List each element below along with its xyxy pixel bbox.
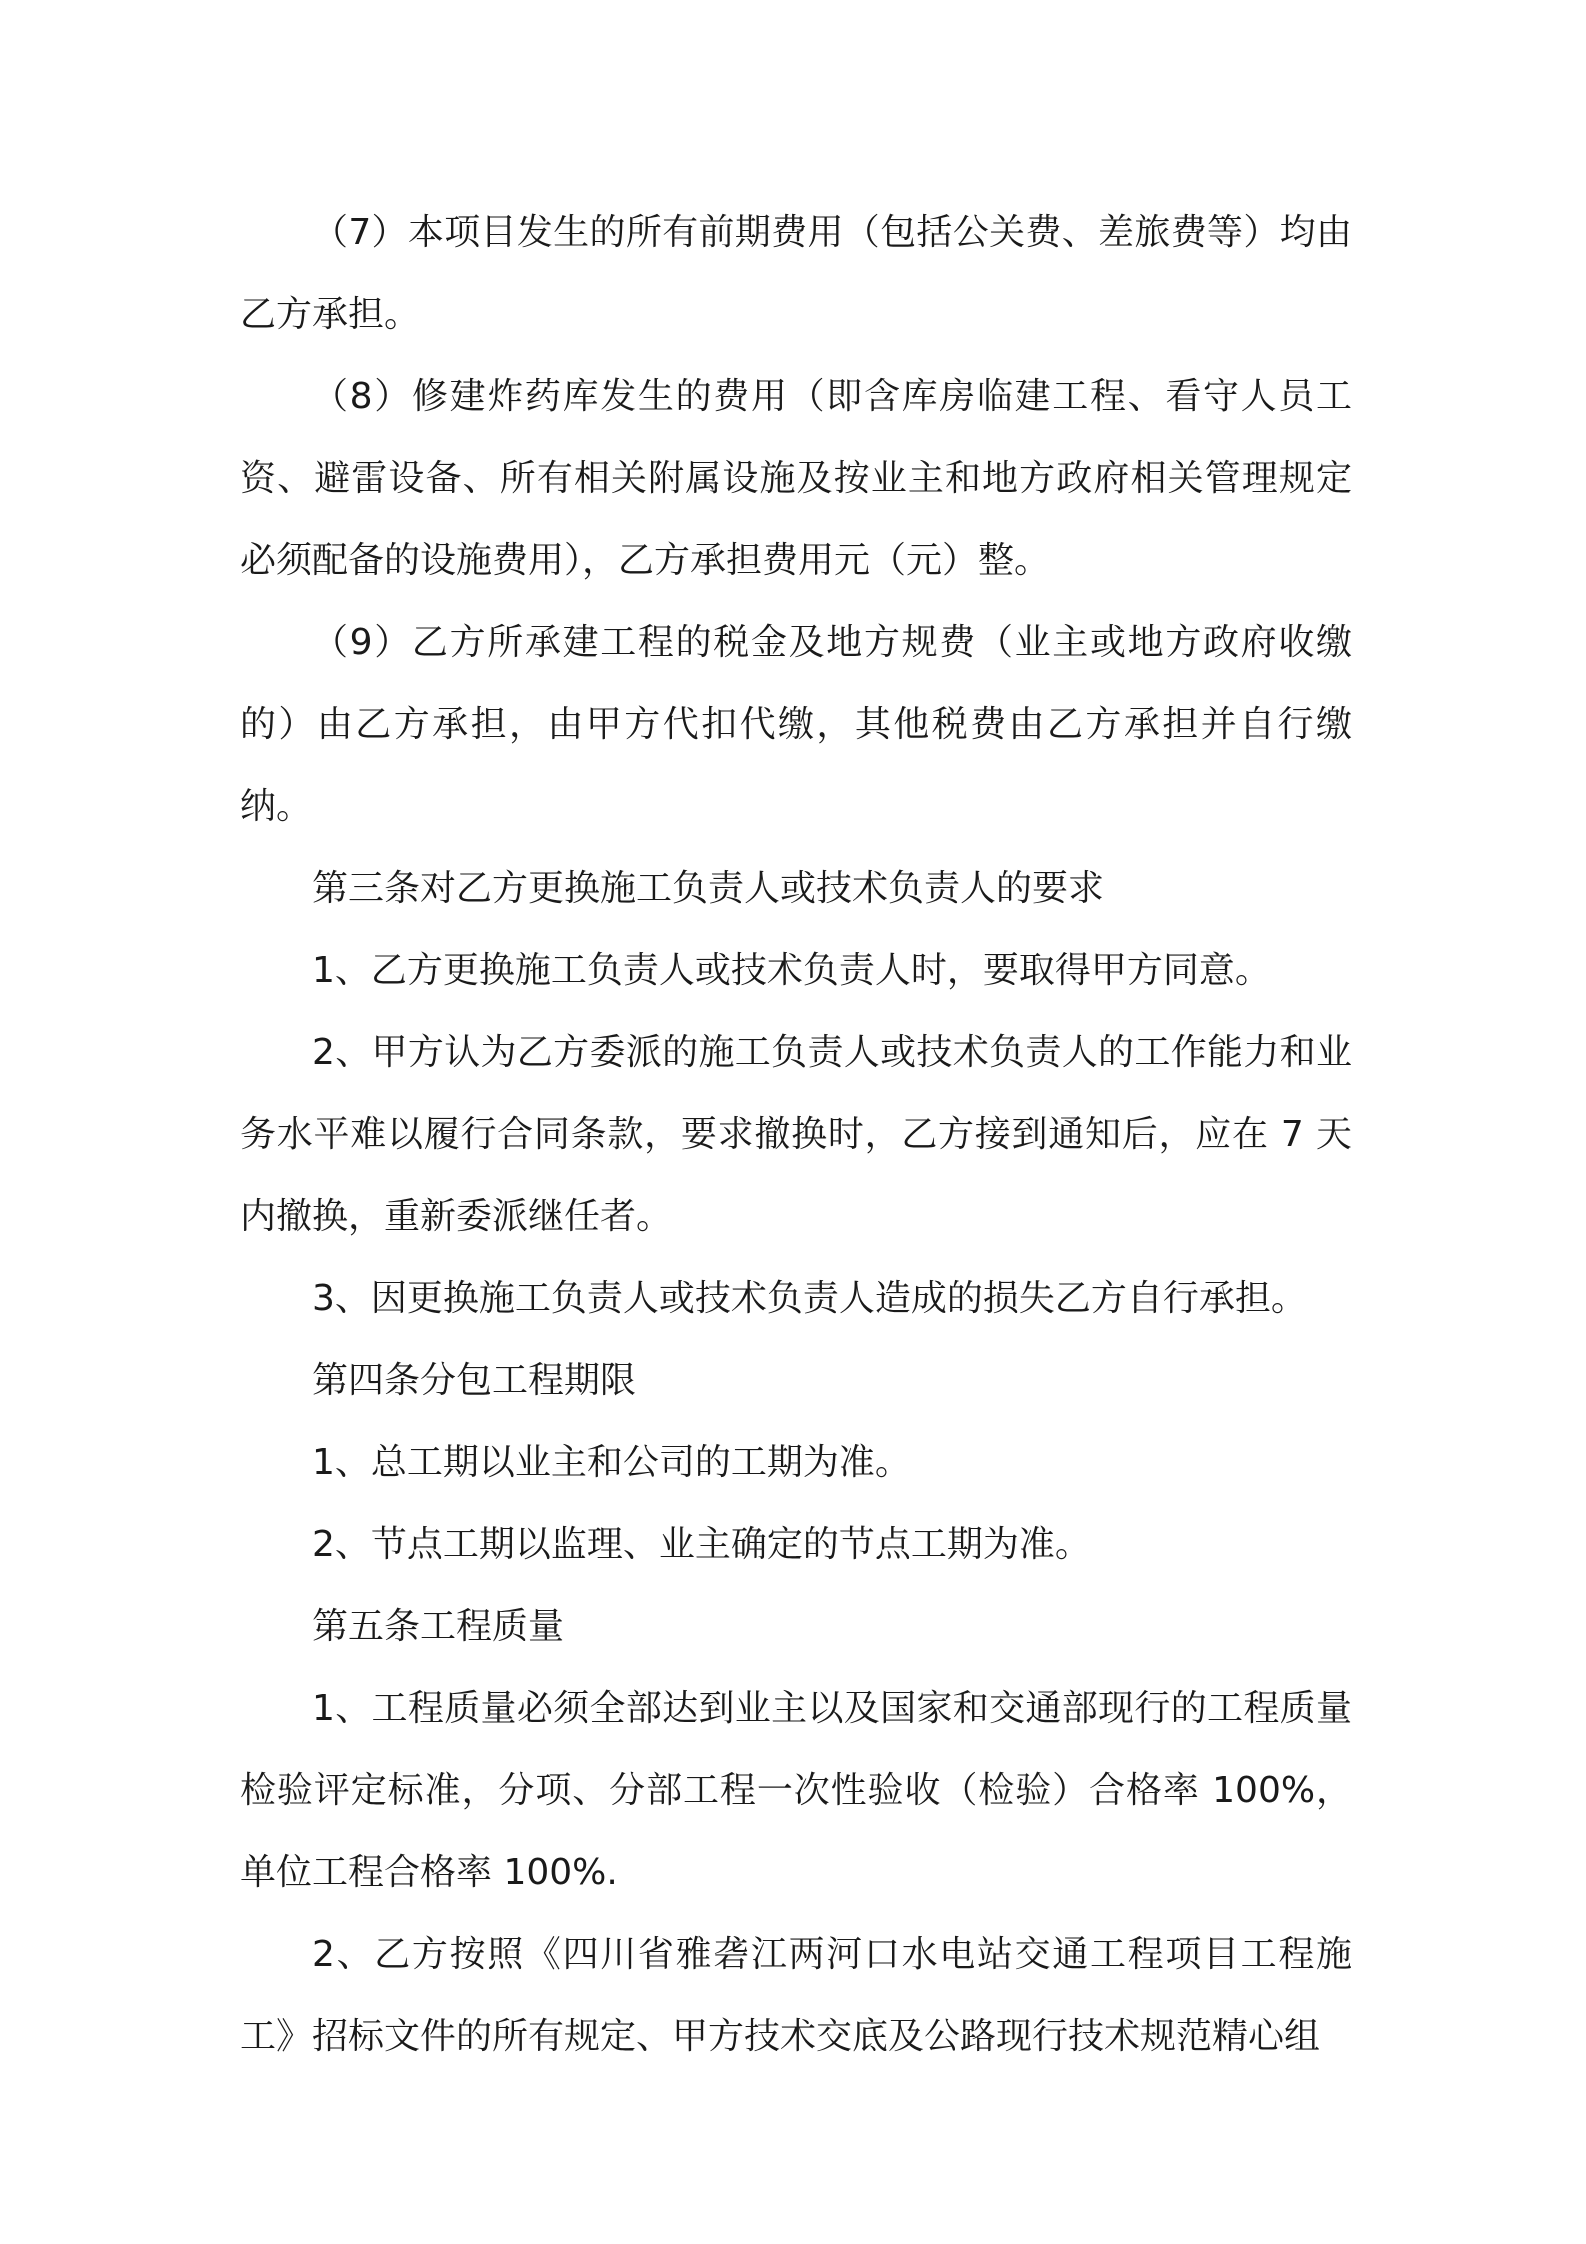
article-4-item-1: 1、总工期以业主和公司的工期为准。 bbox=[312, 1442, 911, 1483]
paragraph-9-taxes: （9）乙方所承建工程的税金及地方规费（业主或地方政府收缴的）由乙方承担，由甲方代扣代缴，其他税费由乙方承担并自行缴纳。 bbox=[240, 622, 1352, 827]
article-3-item-1: 1、乙方更换施工负责人或技术负责人时，要取得甲方同意。 bbox=[312, 950, 1271, 991]
article-5-item-1: 1、工程质量必须全部达到业主以及国家和交通部现行的工程质量检验评定标准，分项、分部工程一次性验收（检验）合格率 100%，单位工程合格率 100%. bbox=[240, 1688, 1352, 1893]
article-4-heading: 第四条分包工程期限 bbox=[312, 1360, 637, 1401]
article-3-item-2: 2、甲方认为乙方委派的施工负责人或技术负责人的工作能力和业务水平难以履行合同条款，要求撤换时，乙方接到通知后，应在 7 天内撤换，重新委派继任者。 bbox=[240, 1032, 1352, 1237]
paragraph-8-explosives-storage: （8）修建炸药库发生的费用（即含库房临建工程、看守人员工资、避雷设备、所有相关附属设施及按业主和地方政府相关管理规定必须配备的设施费用），乙方承担费用元（元）整。 bbox=[240, 376, 1352, 581]
document-body bbox=[240, 192, 1352, 2078]
article-4-item-2: 2、节点工期以监理、业主确定的节点工期为准。 bbox=[312, 1524, 1091, 1565]
article-3-item-3: 3、因更换施工负责人或技术负责人造成的损失乙方自行承担。 bbox=[312, 1278, 1307, 1319]
article-5-heading: 第五条工程质量 bbox=[312, 1606, 565, 1647]
article-3-heading: 第三条对乙方更换施工负责人或技术负责人的要求 bbox=[312, 868, 1105, 909]
article-5-item-2: 2、乙方按照《四川省雅砻江两河口水电站交通工程项目工程施工》招标文件的所有规定、甲方技术交底及公路现行技术规范精心组 bbox=[240, 1934, 1352, 2057]
paragraph-7-preliminary-costs: （7）本项目发生的所有前期费用（包括公关费、差旅费等）均由乙方承担。 bbox=[240, 212, 1352, 335]
